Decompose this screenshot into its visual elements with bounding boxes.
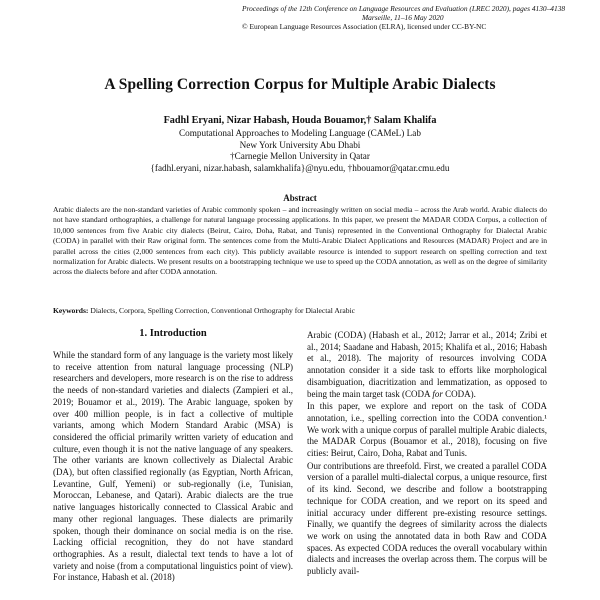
section-heading-introduction: 1. Introduction — [139, 328, 207, 339]
proceedings-line: Proceedings of the 12th Conference on Language Resources and Evaluation (LREC 2020), pages 4130–4138 — [242, 4, 566, 13]
p2-italic-for: for — [432, 388, 443, 399]
affiliation-cmu: †Carnegie Mellon University in Qatar — [230, 151, 370, 162]
intro-paragraph-3: In this paper, we explore and report on the task of CODA annotation, i.e., spelling correction into the CODA convention.¹ We work with a unique corpus of parallel multiple Arabic dialects, the MADAR Corpus (Bouamor et al., 2018), focusing on five cities: Beirut, Cairo, Doha, Rabat and Tunis. — [307, 401, 547, 459]
abstract-text: Arabic dialects are the non-standard varieties of Arabic commonly spoken – and increasingly written on social media – across the Arab world. Arabic dialects do not have standard orthographies, a challenge for natural language processing applications. In this paper, we present the MADAR CODA Corpus, a collection of 10,000 sentences from five Arabic city dialects (Beirut, Cairo, Doha, Rabat, and Tunis) represented in the Conventional Orthography for Dialectal Arabic (CODA) in parallel with their Raw original form. The sentences come from the Multi-Arabic Dialect Applications and Resources (MADAR) Project and are in parallel across the cities (2,000 sentences from each city). This publicly available resource is intended to support research on spelling correction and text normalization for Arabic dialects. We present results on a bootstrapping technique we use to speed up the CODA annotation, as well as on the degree of similarity across the dialects before and after CODA annotation. — [53, 205, 547, 277]
intro-paragraph-2 — [307, 330, 547, 400]
paper-title: A Spelling Correction Corpus for Multiple Arabic Dialects — [104, 76, 496, 93]
copyright-line: © European Language Resources Association (ELRA), licensed under CC-BY-NC — [242, 22, 487, 32]
affiliations — [0, 128, 600, 174]
abstract-heading: Abstract — [283, 193, 317, 203]
keywords-text: Dialects, Corpora, Spelling Correction, Conventional Orthography for Dialectal Arabic — [88, 306, 355, 315]
intro-paragraph-1: While the standard form of any language is the variety most likely to receive attention from natural language processing (NLP) researchers and developers, more research is on the rise to address the needs of non-standard varieties and dialects (Zampieri et al., 2019; Bouamor et al., 2019). The Arabic language, spoken by over 400 million people, is in fact a collective of multiple variants, among which Modern Standard Arabic (MSA) is considered the official primarily written variety of education and culture, even though it is not the native language of any speakers. The other variants are known collectively as Dialectal Arabic (DA), but often classified regionally (as Egyptian, North African, Levantine, Gulf, Yemeni) or sub-regionally (i.e, Tunisian, Moroccan, Lebanese, and Qatari). Arabic dialects are the true native languages historically connected to Classical Arabic and many other regional languages. These dialects are primarily spoken, though their dominance on social media is on the rise. Lacking official recognition, they do not have standard orthographies. As a result, dialectal text tends to have a lot of variety and noise (from a computational linguistics point of view). For instance, Habash et al. (2018) — [53, 350, 293, 583]
affiliation-university: New York University Abu Dhabi — [239, 139, 361, 150]
p2-text: Arabic (CODA) (Habash et al., 2012; Jarrar et al., 2014; Zribi et al., 2014; Saadane and Habash, 2015; Khalifa et al., 2016; Habash et al., 2018). The majority of resources involving CODA annotation consider it a side task to efforts like morphological disambiguation, diacritization and lemmatization, as opposed to being the main target task (CODA — [307, 330, 547, 399]
p2-text-end: CODA). — [442, 388, 476, 399]
location-line: Marseille, 11–16 May 2020 — [362, 13, 444, 23]
keywords — [53, 306, 547, 316]
author-list: Fadhl Eryani, Nizar Habash, Houda Bouamor,† Salam Khalifa — [163, 115, 437, 126]
conference-header — [242, 4, 572, 32]
left-column — [53, 350, 293, 585]
keywords-label: Keywords: — [53, 306, 89, 315]
right-column — [307, 330, 547, 579]
affiliation-lab: Computational Approaches to Modeling Language (CAMeL) Lab — [179, 128, 421, 138]
author-emails: {fadhl.eryani, nizar.habash, salamkhalifa}@nyu.edu, †hbouamor@qatar.cmu.edu — [150, 162, 450, 173]
intro-paragraph-4: Our contributions are threefold. First, we created a parallel CODA version of a parallel multi-dialectal corpus, a unique resource, first of its kind. Second, we describe and follow a bootstrapping technique for CODA creation, and we report on its speed and initial accuracy under different pre-existing resource settings. Finally, we quantify the degrees of similarity across the dialects we work on using the annotated data in both Raw and CODA spaces. As expected CODA reduces the overall vocabulary within dialects and increases the overlap across them. The corpus will be publicly avail- — [307, 460, 547, 577]
